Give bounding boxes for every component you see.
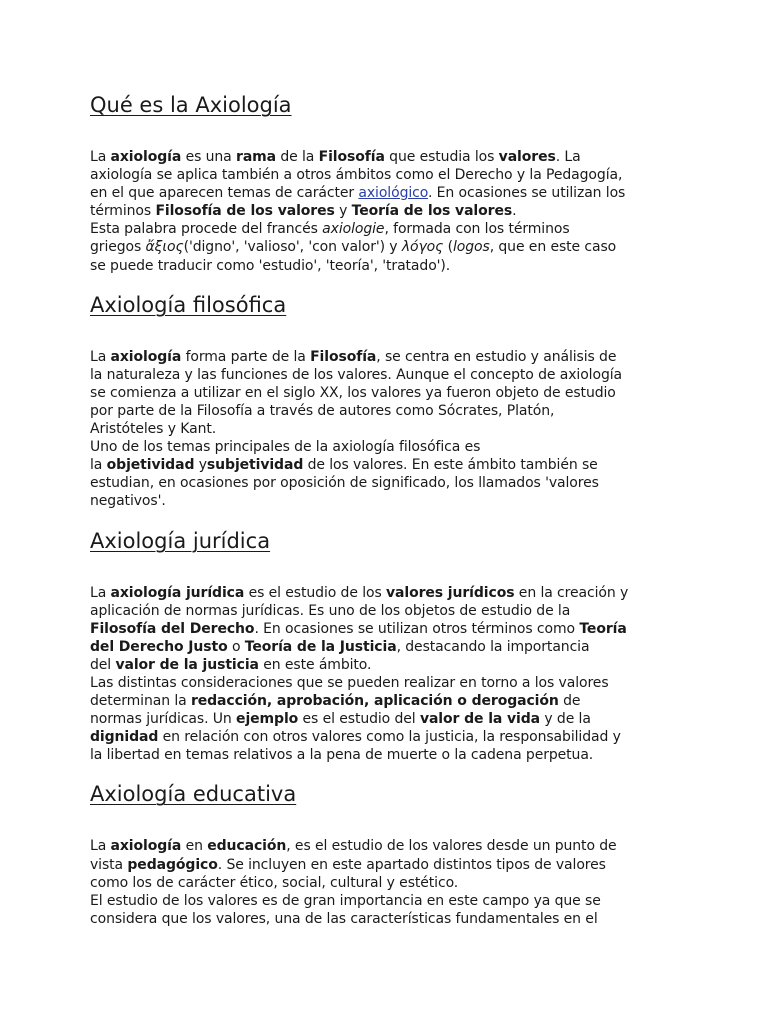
paragraph-line: [90, 893, 601, 909]
section-heading-filosofica: Axiología filosófica: [90, 292, 287, 317]
paragraph-line: [90, 403, 554, 419]
paragraph-line: [90, 621, 627, 637]
text-run: El estudio de los valores es de gran importancia en este campo ya que se: [90, 892, 601, 909]
bold-term: pedagógico: [127, 856, 218, 873]
paragraph-line: [90, 475, 599, 491]
text-run: , formada con los términos: [384, 221, 570, 238]
paragraph-line: [90, 585, 628, 601]
text-run: , es el estudio de los valores desde un punto de: [286, 838, 617, 855]
text-run: y: [334, 203, 352, 220]
text-run: la: [90, 457, 107, 474]
bold-term: educación: [207, 838, 287, 855]
paragraph-line: [90, 675, 609, 691]
bold-term: valor de la vida: [419, 711, 541, 728]
bold-term: Filosofía de los valores: [155, 203, 335, 220]
text-run: en este ámbito.: [258, 656, 372, 673]
text-run: es el estudio del: [298, 711, 420, 728]
italic-term: λόγος: [401, 239, 444, 256]
paragraph-line: [90, 657, 371, 673]
text-run: . La: [555, 149, 581, 165]
axiologico-link[interactable]: axiológico: [358, 185, 428, 202]
text-run: La: [90, 838, 111, 855]
paragraph-line: [90, 603, 570, 619]
bold-term: del Derecho Justo: [90, 638, 228, 655]
text-run: considera que los valores, una de las características fundamentales en el: [90, 910, 598, 927]
section-heading-juridica: Axiología jurídica: [90, 528, 271, 553]
text-run: axiología se aplica también a otros ámbitos como el Derecho y la Pedagogía,: [90, 167, 623, 184]
paragraph-line: [90, 149, 581, 165]
bold-term: ejemplo: [236, 711, 299, 728]
text-run: por parte de la Filosofía a través de autores como Sócrates, Platón,: [90, 402, 555, 419]
text-run: se comienza a utilizar en el siglo XX, los valores ya fueron objeto de estudio: [90, 384, 616, 401]
paragraph-line: [90, 185, 625, 201]
bold-term: dignidad: [90, 729, 159, 746]
text-run: , se centra en estudio y análisis de: [376, 348, 617, 365]
text-run: del: [90, 656, 116, 673]
paragraph-line: [90, 385, 616, 401]
bold-term: axiología: [110, 348, 182, 365]
paragraph-line: [90, 167, 622, 183]
paragraph-line: [90, 747, 593, 763]
paragraph-line: [90, 439, 480, 455]
bold-term: Filosofía del Derecho: [90, 620, 255, 637]
paragraph-line: [90, 221, 570, 237]
paragraph-line: [90, 639, 589, 655]
text-run: la libertad en temas relativos a la pena de muerte o la cadena perpetua.: [90, 747, 594, 764]
section-paragraph-educativa: [90, 837, 690, 927]
paragraph-line: [90, 857, 606, 873]
text-run: Uno de los temas principales de la axiología filosófica es: [90, 439, 481, 456]
italic-term: ἄξιος: [145, 239, 184, 256]
text-run: que estudia los: [384, 149, 499, 165]
paragraph-line: [90, 875, 458, 891]
text-run: Esta palabra procede del francés: [90, 221, 323, 238]
text-run: , que en este caso: [489, 239, 617, 256]
text-run: La: [90, 584, 111, 601]
paragraph-line: [90, 711, 591, 727]
text-run: . En ocasiones se utilizan otros términos como: [254, 620, 580, 637]
text-run: y de la: [540, 711, 591, 728]
bold-term: Filosofía: [318, 149, 385, 165]
text-run: aplicación de normas jurídicas. Es uno de los objetos de estudio de la: [90, 602, 571, 619]
section-paragraph-filosofica: [90, 348, 690, 511]
text-run: La: [90, 348, 111, 365]
text-run: de los valores. En este ámbito también se: [303, 457, 598, 474]
text-run: términos: [90, 203, 156, 220]
text-run: . En ocasiones se utilizan los: [427, 185, 626, 202]
bold-term: Teoría de los valores: [351, 203, 513, 220]
text-run: . Se incluyen en este apartado distintos tipos de valores: [217, 856, 606, 873]
text-run: es el estudio de los: [244, 584, 387, 601]
document-page: [90, 92, 690, 928]
bold-term: Filosofía: [310, 348, 377, 365]
paragraph-line: [90, 911, 598, 927]
paragraph-line: [90, 838, 617, 854]
paragraph-line: [90, 349, 616, 365]
text-run: determinan la: [90, 693, 191, 710]
text-run: forma parte de la: [181, 348, 311, 365]
text-run: es una: [181, 149, 237, 165]
bold-term: Teoría: [579, 620, 627, 637]
bold-term: axiología: [110, 149, 182, 165]
bold-term: valores jurídicos: [386, 584, 515, 601]
section-heading-que-es: Qué es la Axiología: [90, 93, 292, 117]
section-heading-educativa: Axiología educativa: [90, 782, 297, 807]
text-run: (: [443, 239, 453, 256]
bold-term: objetividad: [106, 457, 195, 474]
bold-term: rama: [236, 149, 277, 165]
text-run: de: [558, 693, 581, 710]
paragraph-line: [90, 203, 516, 219]
bold-term: axiología: [110, 838, 182, 855]
bold-term: redacción, aprobación, aplicación o derogación: [190, 693, 559, 710]
paragraph-line: [90, 258, 450, 274]
paragraph-line: [90, 367, 622, 383]
text-run: Aristóteles y Kant.: [90, 421, 217, 438]
text-run: Las distintas consideraciones que se pueden realizar en torno a los valores: [90, 674, 609, 691]
bold-term: Teoría de la Justicia: [244, 638, 397, 655]
text-run: de la: [276, 149, 319, 165]
section-paragraph-juridica: [90, 584, 690, 765]
italic-term: axiologie: [322, 221, 385, 238]
paragraph-line: [90, 729, 621, 745]
text-run: en la creación y: [514, 584, 629, 601]
bold-term: valor de la justicia: [115, 656, 259, 673]
text-run: , destacando la importancia: [396, 638, 590, 655]
text-run: normas jurídicas. Un: [90, 711, 237, 728]
text-run: griegos: [90, 239, 146, 256]
paragraph-line: [90, 457, 598, 473]
bold-term: axiología jurídica: [110, 584, 245, 601]
text-run: ('digno', 'valioso', 'con valor') y: [183, 239, 402, 256]
text-run: la naturaleza y las funciones de los valores. Aunque el concepto de axiología: [90, 366, 622, 383]
text-run: y: [194, 457, 207, 474]
text-run: .: [512, 203, 517, 220]
paragraph-line: [90, 421, 216, 437]
text-run: se puede traducir como 'estudio', 'teoría', 'tratado').: [90, 257, 451, 274]
text-run: vista: [90, 856, 128, 873]
paragraph-line: [90, 693, 580, 709]
paragraph-line: [90, 493, 166, 509]
bold-term: valores: [498, 149, 556, 165]
section-paragraph-que-es: [90, 148, 690, 275]
paragraph-line: [90, 239, 616, 255]
text-run: o: [227, 638, 245, 655]
text-run: como los de carácter ético, social, cultural y estético.: [90, 874, 459, 891]
text-run: negativos'.: [90, 493, 166, 510]
text-run: en el que aparecen temas de carácter: [90, 185, 359, 202]
italic-term: logos: [452, 239, 490, 256]
text-run: en: [181, 838, 208, 855]
text-run: en relación con otros valores como la justicia, la responsabilidad y: [158, 729, 621, 746]
bold-term: subjetividad: [206, 457, 304, 474]
text-run: La: [90, 149, 111, 165]
text-run: estudian, en ocasiones por oposición de significado, los llamados 'valores: [90, 475, 599, 492]
